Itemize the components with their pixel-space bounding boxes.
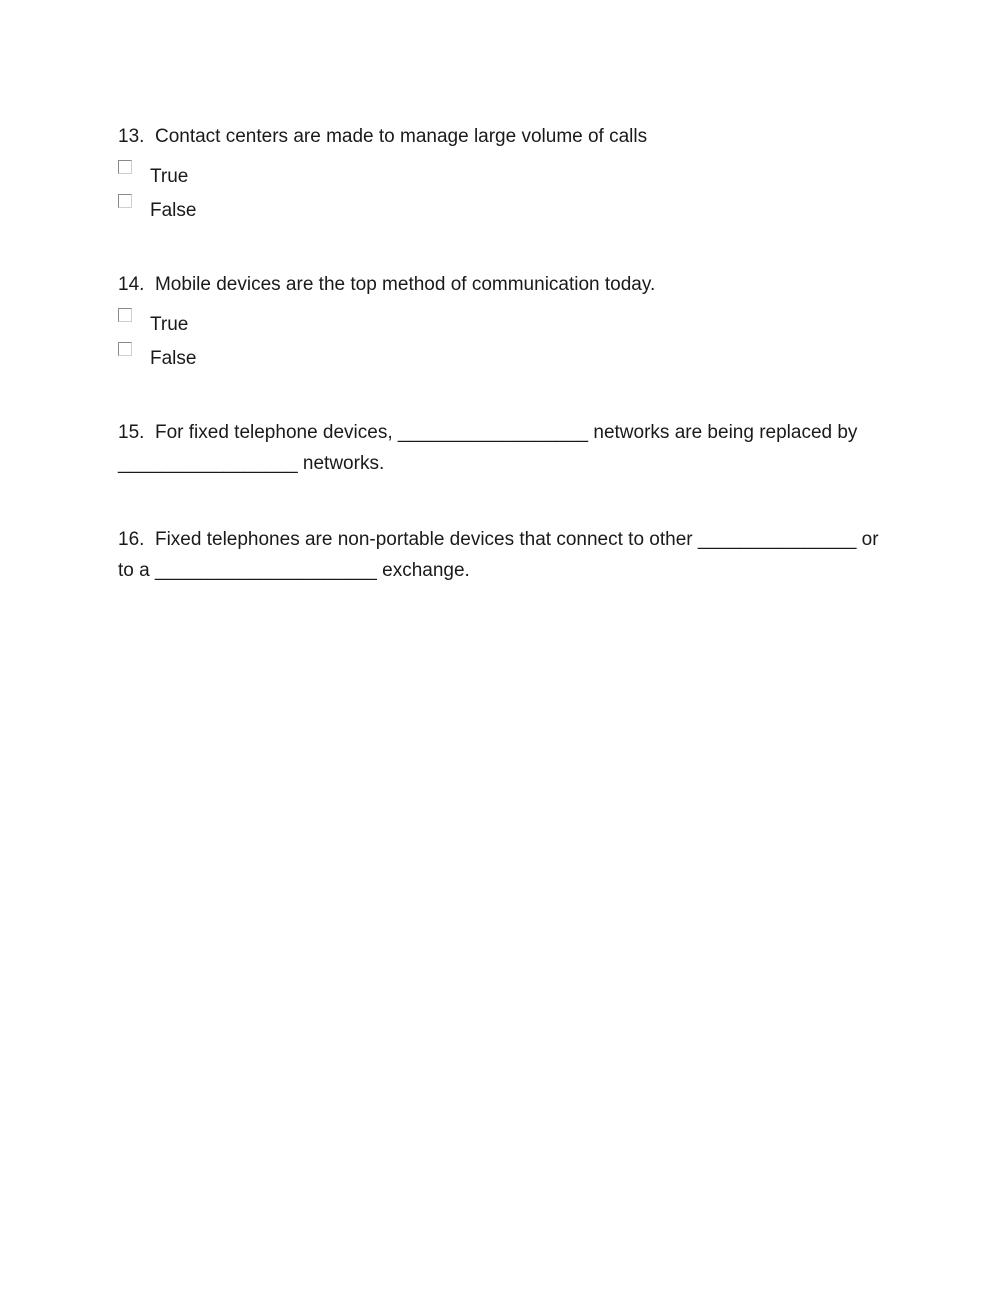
checkbox[interactable] <box>118 342 132 356</box>
checkbox[interactable] <box>118 194 132 208</box>
question-text: Mobile devices are the top method of communication today. <box>154 274 656 295</box>
question-number: 14. <box>118 274 145 295</box>
question-text: For fixed telephone devices, __________________ networks are being replaced by _________________ networks. <box>118 422 858 474</box>
question-number: 15. <box>118 422 145 443</box>
option-label: True <box>150 314 189 335</box>
option-label: True <box>150 166 189 187</box>
question-15 <box>118 417 888 479</box>
question-text: Contact centers are made to manage large volume of calls <box>154 126 648 147</box>
question-14 <box>118 269 888 300</box>
checkbox[interactable] <box>118 308 132 322</box>
checkbox[interactable] <box>118 160 132 174</box>
question-text: Fixed telephones are non-portable devices that connect to other _______________ or to a _____________________ exchange. <box>118 529 879 581</box>
question-13 <box>118 121 888 152</box>
question-number: 16. <box>118 529 145 550</box>
option-label: False <box>150 348 197 369</box>
question-16 <box>118 524 888 586</box>
question-number: 13. <box>118 126 145 147</box>
option-label: False <box>150 200 197 221</box>
